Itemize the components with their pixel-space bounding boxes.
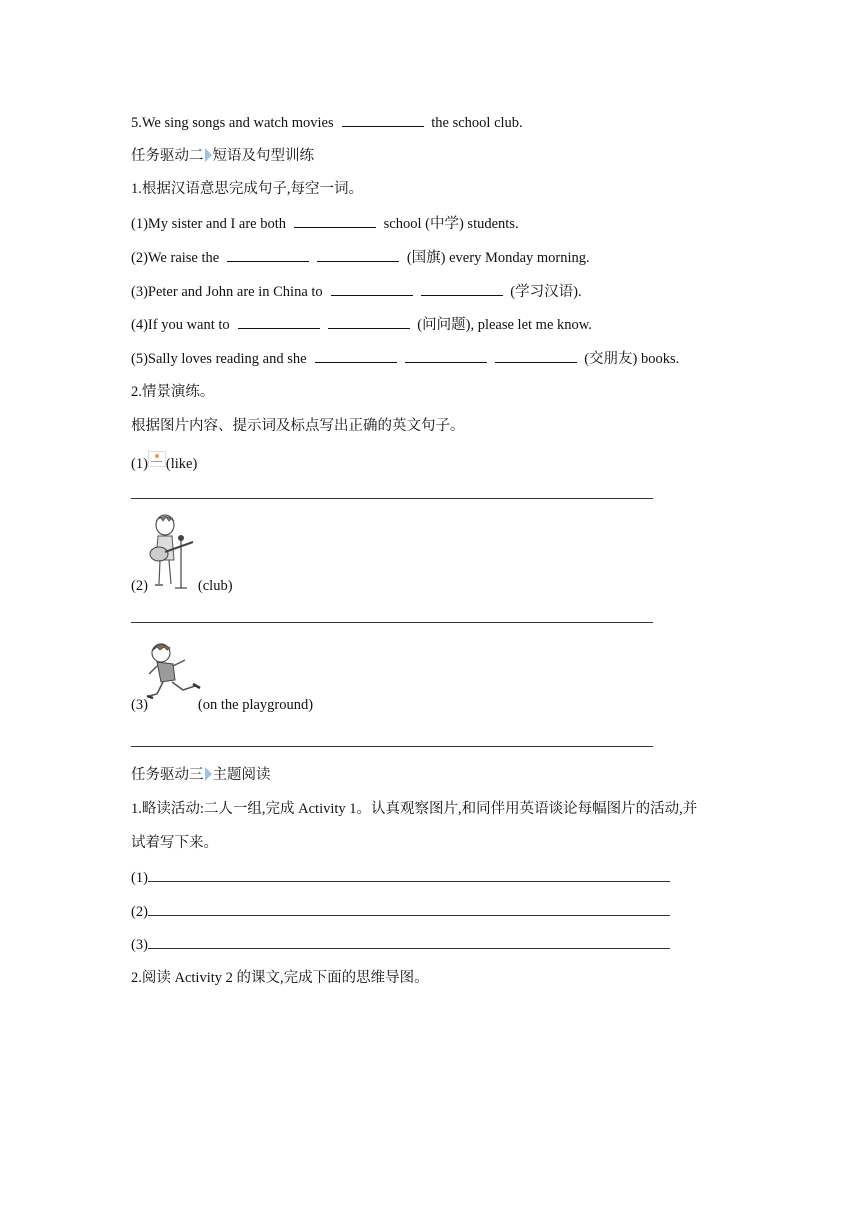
answer-line[interactable]	[131, 746, 653, 747]
answer-blank[interactable]	[331, 281, 413, 296]
item-text: (3)Peter and John are in China to	[131, 284, 323, 300]
exercise-2-item-3	[131, 695, 313, 715]
exercise-2-item-2	[131, 576, 233, 596]
answer-line[interactable]	[148, 901, 670, 916]
answer-blank[interactable]	[328, 314, 410, 329]
exercise-1-item-3	[131, 281, 582, 302]
exercise-2-instruction: 根据图片内容、提示词及标点写出正确的英文句子。	[131, 418, 465, 434]
reading-question-2: 2.阅读 Activity 2 的课文,完成下面的思维导图。	[131, 970, 429, 986]
answer-blank[interactable]	[227, 247, 309, 262]
reading-answer-2	[131, 901, 670, 922]
exercise-1-title: 1.根据汉语意思完成句子,每空一词。	[131, 181, 363, 197]
hint-text: (on the playground)	[197, 697, 314, 713]
answer-number: (3)	[131, 937, 148, 953]
item-number: (1)	[131, 456, 148, 472]
section-heading-3	[131, 765, 271, 785]
answer-blank[interactable]	[495, 348, 577, 363]
reading-question-1-line-1: 1.略读活动:二人一组,完成 Activity 1。认真观察图片,和同伴用英语谈论每幅图片的活动,并	[131, 801, 698, 817]
answer-blank[interactable]	[294, 213, 376, 228]
arrow-icon	[205, 148, 212, 162]
question-5-text-after: the school club.	[431, 115, 523, 131]
section-title: 短语及句型训练	[212, 148, 314, 164]
exercise-2-item-1	[131, 451, 197, 474]
answer-number: (1)	[131, 870, 148, 886]
hint-text: (like)	[165, 456, 198, 472]
exercise-1-item-4	[131, 314, 592, 335]
section-label: 任务驱动二	[131, 148, 204, 164]
item-text-after: (国旗) every Monday morning.	[406, 250, 590, 266]
question-5	[131, 112, 523, 133]
exercise-2-title: 2.情景演练。	[131, 384, 215, 400]
item-number: (2)	[131, 578, 148, 594]
reading-answer-1	[131, 867, 670, 888]
exercise-1-item-1	[131, 213, 519, 234]
answer-blank[interactable]	[405, 348, 487, 363]
item-text-after: (问问题), please let me know.	[417, 317, 592, 333]
answer-blank[interactable]	[342, 112, 424, 127]
answer-line[interactable]	[148, 934, 670, 949]
answer-blank[interactable]	[317, 247, 399, 262]
small-picture-icon	[148, 451, 166, 467]
item-text-after: (学习汉语).	[510, 284, 582, 300]
hint-text: (club)	[197, 578, 233, 594]
section-label: 任务驱动三	[131, 767, 204, 783]
item-text: (1)My sister and I are both	[131, 216, 287, 232]
reading-answer-3	[131, 934, 670, 955]
reading-question-1-line-2: 试着写下来。	[131, 835, 218, 851]
answer-blank[interactable]	[315, 348, 397, 363]
exercise-1-item-2	[131, 247, 590, 268]
answer-line[interactable]	[148, 867, 670, 882]
arrow-icon	[205, 767, 212, 781]
question-5-text: 5.We sing songs and watch movies	[131, 115, 334, 131]
answer-line[interactable]	[131, 498, 653, 499]
item-text: (4)If you want to	[131, 317, 230, 333]
answer-blank[interactable]	[421, 281, 503, 296]
item-text: (2)We raise the	[131, 250, 220, 266]
answer-line[interactable]	[131, 622, 653, 623]
answer-number: (2)	[131, 904, 148, 920]
exercise-1-item-5	[131, 348, 679, 369]
item-text: (5)Sally loves reading and she	[131, 351, 307, 367]
item-text-after: school (中学) students.	[383, 216, 519, 232]
answer-blank[interactable]	[238, 314, 320, 329]
item-number: (3)	[131, 697, 148, 713]
section-title: 主题阅读	[212, 767, 271, 783]
item-text-after: (交朋友) books.	[584, 351, 680, 367]
section-heading-2	[131, 146, 314, 166]
